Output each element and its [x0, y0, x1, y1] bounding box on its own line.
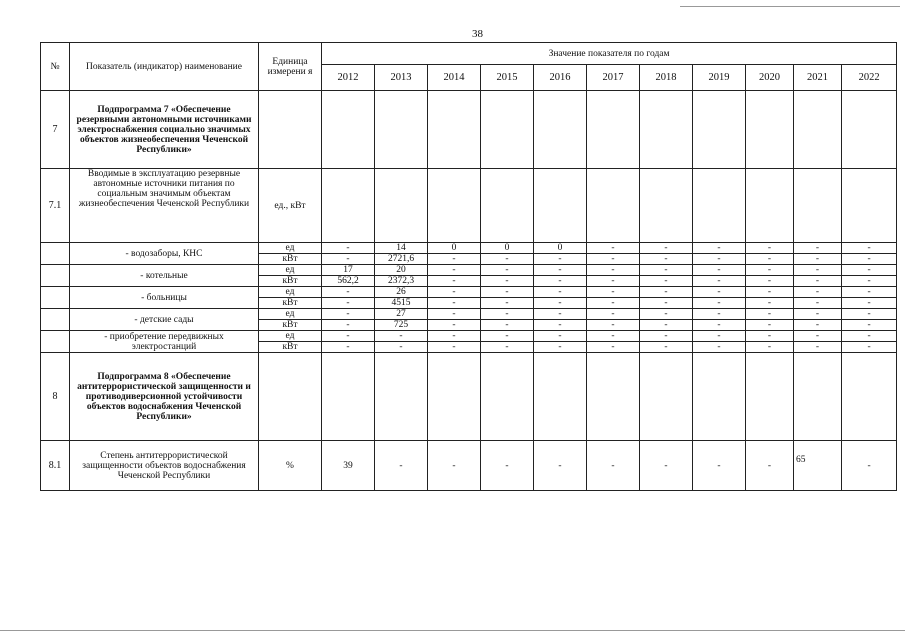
value-cell: - [794, 276, 842, 287]
value-cell: - [481, 265, 534, 276]
value-cell: - [693, 331, 746, 342]
value-cell: - [640, 441, 693, 491]
value-cell: 562,2 [322, 276, 375, 287]
table-row [41, 287, 897, 298]
value-cell: - [534, 298, 587, 309]
value-cell: - [534, 342, 587, 353]
value-cell: - [842, 320, 897, 331]
value-cell: - [640, 320, 693, 331]
value-cell: - [587, 342, 640, 353]
empty-number-cell [41, 309, 70, 331]
section-7-title: Подпрограмма 7 «Обеспечение резервными автономными источниками электроснабжения социально значимых объектов жизнеобеспечения Чеченской Республики» [70, 91, 259, 169]
value-cell: - [842, 243, 897, 254]
value-cell: 39 [322, 441, 375, 491]
value-cell: - [322, 298, 375, 309]
value-cell: - [693, 298, 746, 309]
value-cell: - [640, 298, 693, 309]
value-cell: - [693, 276, 746, 287]
empty-number-cell [41, 243, 70, 265]
value-cell: - [693, 342, 746, 353]
subrow-unit: кВт [259, 276, 322, 287]
empty-number-cell [41, 287, 70, 309]
value-cell: - [587, 309, 640, 320]
section-8-number: 8 [41, 353, 70, 441]
header-year-2012: 2012 [322, 65, 375, 91]
value-cell: - [587, 254, 640, 265]
value-cell: 65 [794, 441, 842, 491]
value-cell: - [534, 331, 587, 342]
value-cell: - [693, 309, 746, 320]
value-cell: - [481, 298, 534, 309]
value-cell: - [794, 287, 842, 298]
value-cell: - [534, 441, 587, 491]
value-cell: - [375, 441, 428, 491]
value-cell: - [428, 331, 481, 342]
value-cell: - [587, 265, 640, 276]
value-cell: 17 [322, 265, 375, 276]
row-7-1-name: Вводимые в эксплуатацию резервные автономные источники питания по социальным значимым объектам жизнеобеспечения Чеченской Республики [70, 169, 259, 243]
header-year-2014: 2014 [428, 65, 481, 91]
value-cell: - [640, 254, 693, 265]
header-year-2020: 2020 [746, 65, 794, 91]
value-cell: - [481, 309, 534, 320]
value-cell: - [842, 298, 897, 309]
subrow-name: - детские сады [70, 309, 259, 331]
value-cell: - [746, 441, 794, 491]
value-cell: - [428, 276, 481, 287]
table-row [41, 331, 897, 342]
value-cell: - [428, 320, 481, 331]
subrow-unit: ед [259, 243, 322, 254]
value-cell: - [481, 331, 534, 342]
value-cell: - [746, 320, 794, 331]
subrow-unit: кВт [259, 298, 322, 309]
value-cell: - [842, 342, 897, 353]
value-cell: - [534, 276, 587, 287]
value-cell: - [587, 243, 640, 254]
section-7-number: 7 [41, 91, 70, 169]
row-7-1-unit: ед., кВт [259, 169, 322, 243]
header-year-2018: 2018 [640, 65, 693, 91]
value-cell: - [693, 287, 746, 298]
row-7-1-number: 7.1 [41, 169, 70, 243]
table-row [41, 309, 897, 320]
value-cell: - [322, 243, 375, 254]
value-cell: - [640, 287, 693, 298]
row-8-1-number: 8.1 [41, 441, 70, 491]
value-cell: - [794, 243, 842, 254]
value-cell: 725 [375, 320, 428, 331]
subrow-unit: ед [259, 331, 322, 342]
value-cell: - [322, 331, 375, 342]
value-cell: - [640, 276, 693, 287]
subrow-name: - приобретение передвижных электростанций [70, 331, 259, 353]
subrow-name: - котельные [70, 265, 259, 287]
value-cell: - [428, 298, 481, 309]
header-values-by-year: Значение показателя по годам [322, 43, 897, 65]
value-cell: - [746, 254, 794, 265]
value-cell: - [428, 441, 481, 491]
value-cell: - [640, 331, 693, 342]
value-cell: - [746, 309, 794, 320]
value-cell: - [693, 243, 746, 254]
subrow-unit: кВт [259, 320, 322, 331]
value-cell: - [587, 276, 640, 287]
subrow-unit: ед [259, 309, 322, 320]
value-cell: - [640, 265, 693, 276]
header-year-2021: 2021 [794, 65, 842, 91]
value-cell: - [746, 298, 794, 309]
value-cell: - [481, 441, 534, 491]
value-cell: 0 [428, 243, 481, 254]
value-cell: - [794, 320, 842, 331]
value-cell: - [746, 331, 794, 342]
value-cell: - [746, 342, 794, 353]
table-row [41, 243, 897, 254]
header-year-2015: 2015 [481, 65, 534, 91]
header-unit: Единица измерени я [259, 43, 322, 91]
value-cell: - [481, 287, 534, 298]
value-cell: - [481, 254, 534, 265]
header-year-2022: 2022 [842, 65, 897, 91]
value-cell: - [640, 309, 693, 320]
value-cell: - [375, 331, 428, 342]
value-cell: - [587, 298, 640, 309]
value-cell: - [587, 320, 640, 331]
value-cell: - [794, 342, 842, 353]
scan-artifact-bottom [0, 630, 905, 631]
value-cell: - [534, 320, 587, 331]
value-cell: 27 [375, 309, 428, 320]
header-year-2013: 2013 [375, 65, 428, 91]
header-no: № [41, 43, 70, 91]
value-cell: - [587, 287, 640, 298]
value-cell: - [842, 441, 897, 491]
value-cell: - [534, 287, 587, 298]
subrow-unit: ед [259, 287, 322, 298]
value-cell: - [587, 441, 640, 491]
row-8-1-name: Степень антитеррористической защищенности объектов водоснабжения Чеченской Республики [70, 441, 259, 491]
subrow-name: - больницы [70, 287, 259, 309]
value-cell: - [322, 309, 375, 320]
header-year-2017: 2017 [587, 65, 640, 91]
value-cell: - [640, 342, 693, 353]
value-cell: - [746, 243, 794, 254]
value-cell: - [794, 309, 842, 320]
value-cell: 4515 [375, 298, 428, 309]
value-cell: 26 [375, 287, 428, 298]
value-cell: - [794, 298, 842, 309]
header-year-2019: 2019 [693, 65, 746, 91]
value-cell: - [842, 331, 897, 342]
indicators-table [40, 42, 897, 491]
value-cell: - [322, 287, 375, 298]
value-cell: - [375, 342, 428, 353]
scan-artifact-top [680, 6, 900, 7]
value-cell: - [640, 243, 693, 254]
subrow-unit: ед [259, 265, 322, 276]
value-cell: - [428, 265, 481, 276]
empty-number-cell [41, 265, 70, 287]
page-number: 38 [472, 28, 483, 40]
value-cell: - [693, 265, 746, 276]
value-cell: - [428, 287, 481, 298]
value-cell: 0 [534, 243, 587, 254]
value-cell: - [534, 254, 587, 265]
value-cell: - [481, 276, 534, 287]
value-cell: - [794, 265, 842, 276]
section-8-title: Подпрограмма 8 «Обеспечение антитеррористической защищенности и противодиверсионной устойчивости объектов водоснабжения Чеченской Республики» [70, 353, 259, 441]
value-cell: - [693, 254, 746, 265]
value-cell: - [481, 342, 534, 353]
table-row [41, 265, 897, 276]
header-indicator: Показатель (индикатор) наименование [70, 43, 259, 91]
value-cell: - [322, 320, 375, 331]
value-cell: - [534, 309, 587, 320]
value-cell: 20 [375, 265, 428, 276]
value-cell: - [842, 287, 897, 298]
subrow-unit: кВт [259, 342, 322, 353]
value-cell: - [534, 265, 587, 276]
value-cell: - [693, 441, 746, 491]
value-cell: - [322, 254, 375, 265]
value-cell: - [794, 331, 842, 342]
value-cell: - [428, 254, 481, 265]
value-cell: - [842, 309, 897, 320]
value-cell: 0 [481, 243, 534, 254]
subrow-name: - водозаборы, КНС [70, 243, 259, 265]
value-cell: - [428, 309, 481, 320]
value-cell: 14 [375, 243, 428, 254]
row-8-1-unit: % [259, 441, 322, 491]
value-cell: - [746, 276, 794, 287]
value-cell: - [794, 254, 842, 265]
value-cell: - [322, 342, 375, 353]
value-cell: 2721,6 [375, 254, 428, 265]
value-cell: - [587, 331, 640, 342]
value-cell: - [693, 320, 746, 331]
header-year-2016: 2016 [534, 65, 587, 91]
value-cell: - [842, 265, 897, 276]
empty-number-cell [41, 331, 70, 353]
value-cell: - [842, 276, 897, 287]
value-cell: 2372,3 [375, 276, 428, 287]
value-cell: - [746, 287, 794, 298]
subrow-unit: кВт [259, 254, 322, 265]
value-cell: - [746, 265, 794, 276]
value-cell: - [481, 320, 534, 331]
value-cell: - [428, 342, 481, 353]
value-cell: - [842, 254, 897, 265]
